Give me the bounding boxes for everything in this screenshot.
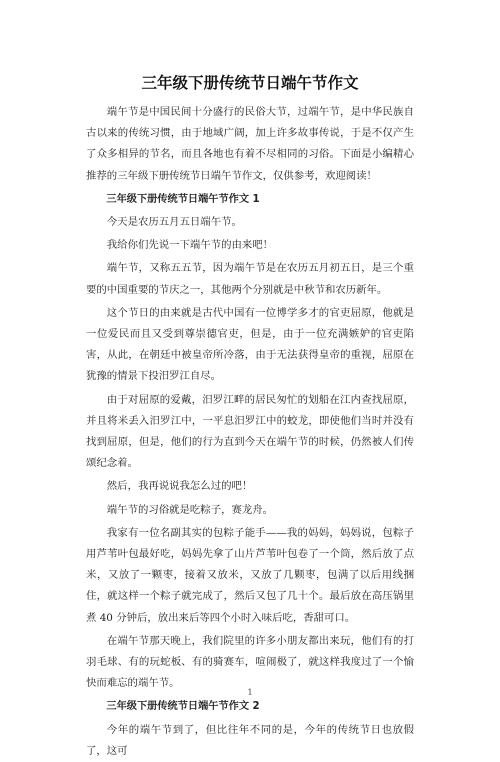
essay-2-paragraph: 今年的端午节到了，但比往年不同的是，今年的传统节日也放假了，这可 <box>86 723 414 757</box>
essay-1-paragraph: 我给你们先说一下端午节的由来吧！ <box>106 239 274 252</box>
essay-2-heading: 三年级下册传统节日端午节作文 2 <box>106 701 260 713</box>
essay-1-paragraph: 今天是农历五月五日端午节。 <box>106 216 242 229</box>
essay-1-paragraph: 在端午节那天晚上，我们院里的许多小朋友都出来玩，他们有的打羽毛球、有的玩蛇板、有的骑赛车，喧闹极了，就这样我度过了一个愉快而难忘的端午节。 <box>86 634 414 690</box>
essay-1 <box>86 189 414 695</box>
essay-1-paragraph: 我家有一位名副其实的包粽子能手——我的妈妈，妈妈说，包粽子用芦苇叶包最好吃，妈妈先拿了山片芦苇叶包卷了一个筒，然后放了点米，又放了一颗枣，接着又放米，又放了几颗枣，包满了以后用线捆住，就这样一个粽子就完成了，然后又包了几十个。最后放在高压锅里煮 40 分钟后，放出来后等四个小时入味后吃，香甜可口。 <box>86 526 414 624</box>
essay-1-paragraph: 由于对屈原的爱戴，汨罗江畔的居民匆忙的划船在江内查找屈原，并且将米丢入汨罗江中，一平息汨罗江中的蛟龙，即使他们当时并没有找到屈原，但是，他们的行为直到今天在端午节的时候，仍然被人们传颂纪念着。 <box>86 393 414 470</box>
essay-1-paragraph: 这个节日的由来就是古代中国有一位博学多才的官吏屈原，他就是一位爱民而且又受到尊崇德官吏，但是，由于一位充满嫉妒的官吏陷害，从此，在朝廷中被皇帝所冷落，由于无法获得皇帝的重视，屈原在犹豫的情景下投汨罗江自尽。 <box>86 306 414 383</box>
document-title: 三年级下册传统节日端午节作文 <box>141 74 359 92</box>
essay-1-paragraph: 端午节的习俗就是吃粽子，赛龙舟。 <box>106 503 274 516</box>
page-number: 1 <box>247 688 253 697</box>
document-body <box>86 102 414 762</box>
essay-1-paragraph: 然后，我再说说我怎么过的吧！ <box>106 480 253 493</box>
essay-1-heading: 三年级下册传统节日端午节作文 1 <box>106 193 260 205</box>
intro-paragraph: 端午节是中国民间十分盛行的民俗大节，过端午节，是中华民族自古以来的传统习惯，由于地域广阔，加上许多故事传说，于是不仅产生了众多相异的节名，而且各地也有着不尽相同的习俗。下面是小编精心推荐的三年级下册传统节日端午节作文，仅供参考，欢迎阅读！ <box>86 106 414 182</box>
essay-1-paragraph: 端午节，又称五五节，因为端午节是在农历五月初五日，是三个重要的中国重要的节庆之一，其他两个分别就是中秋节和农历新年。 <box>86 262 414 296</box>
essay-2 <box>86 696 414 762</box>
